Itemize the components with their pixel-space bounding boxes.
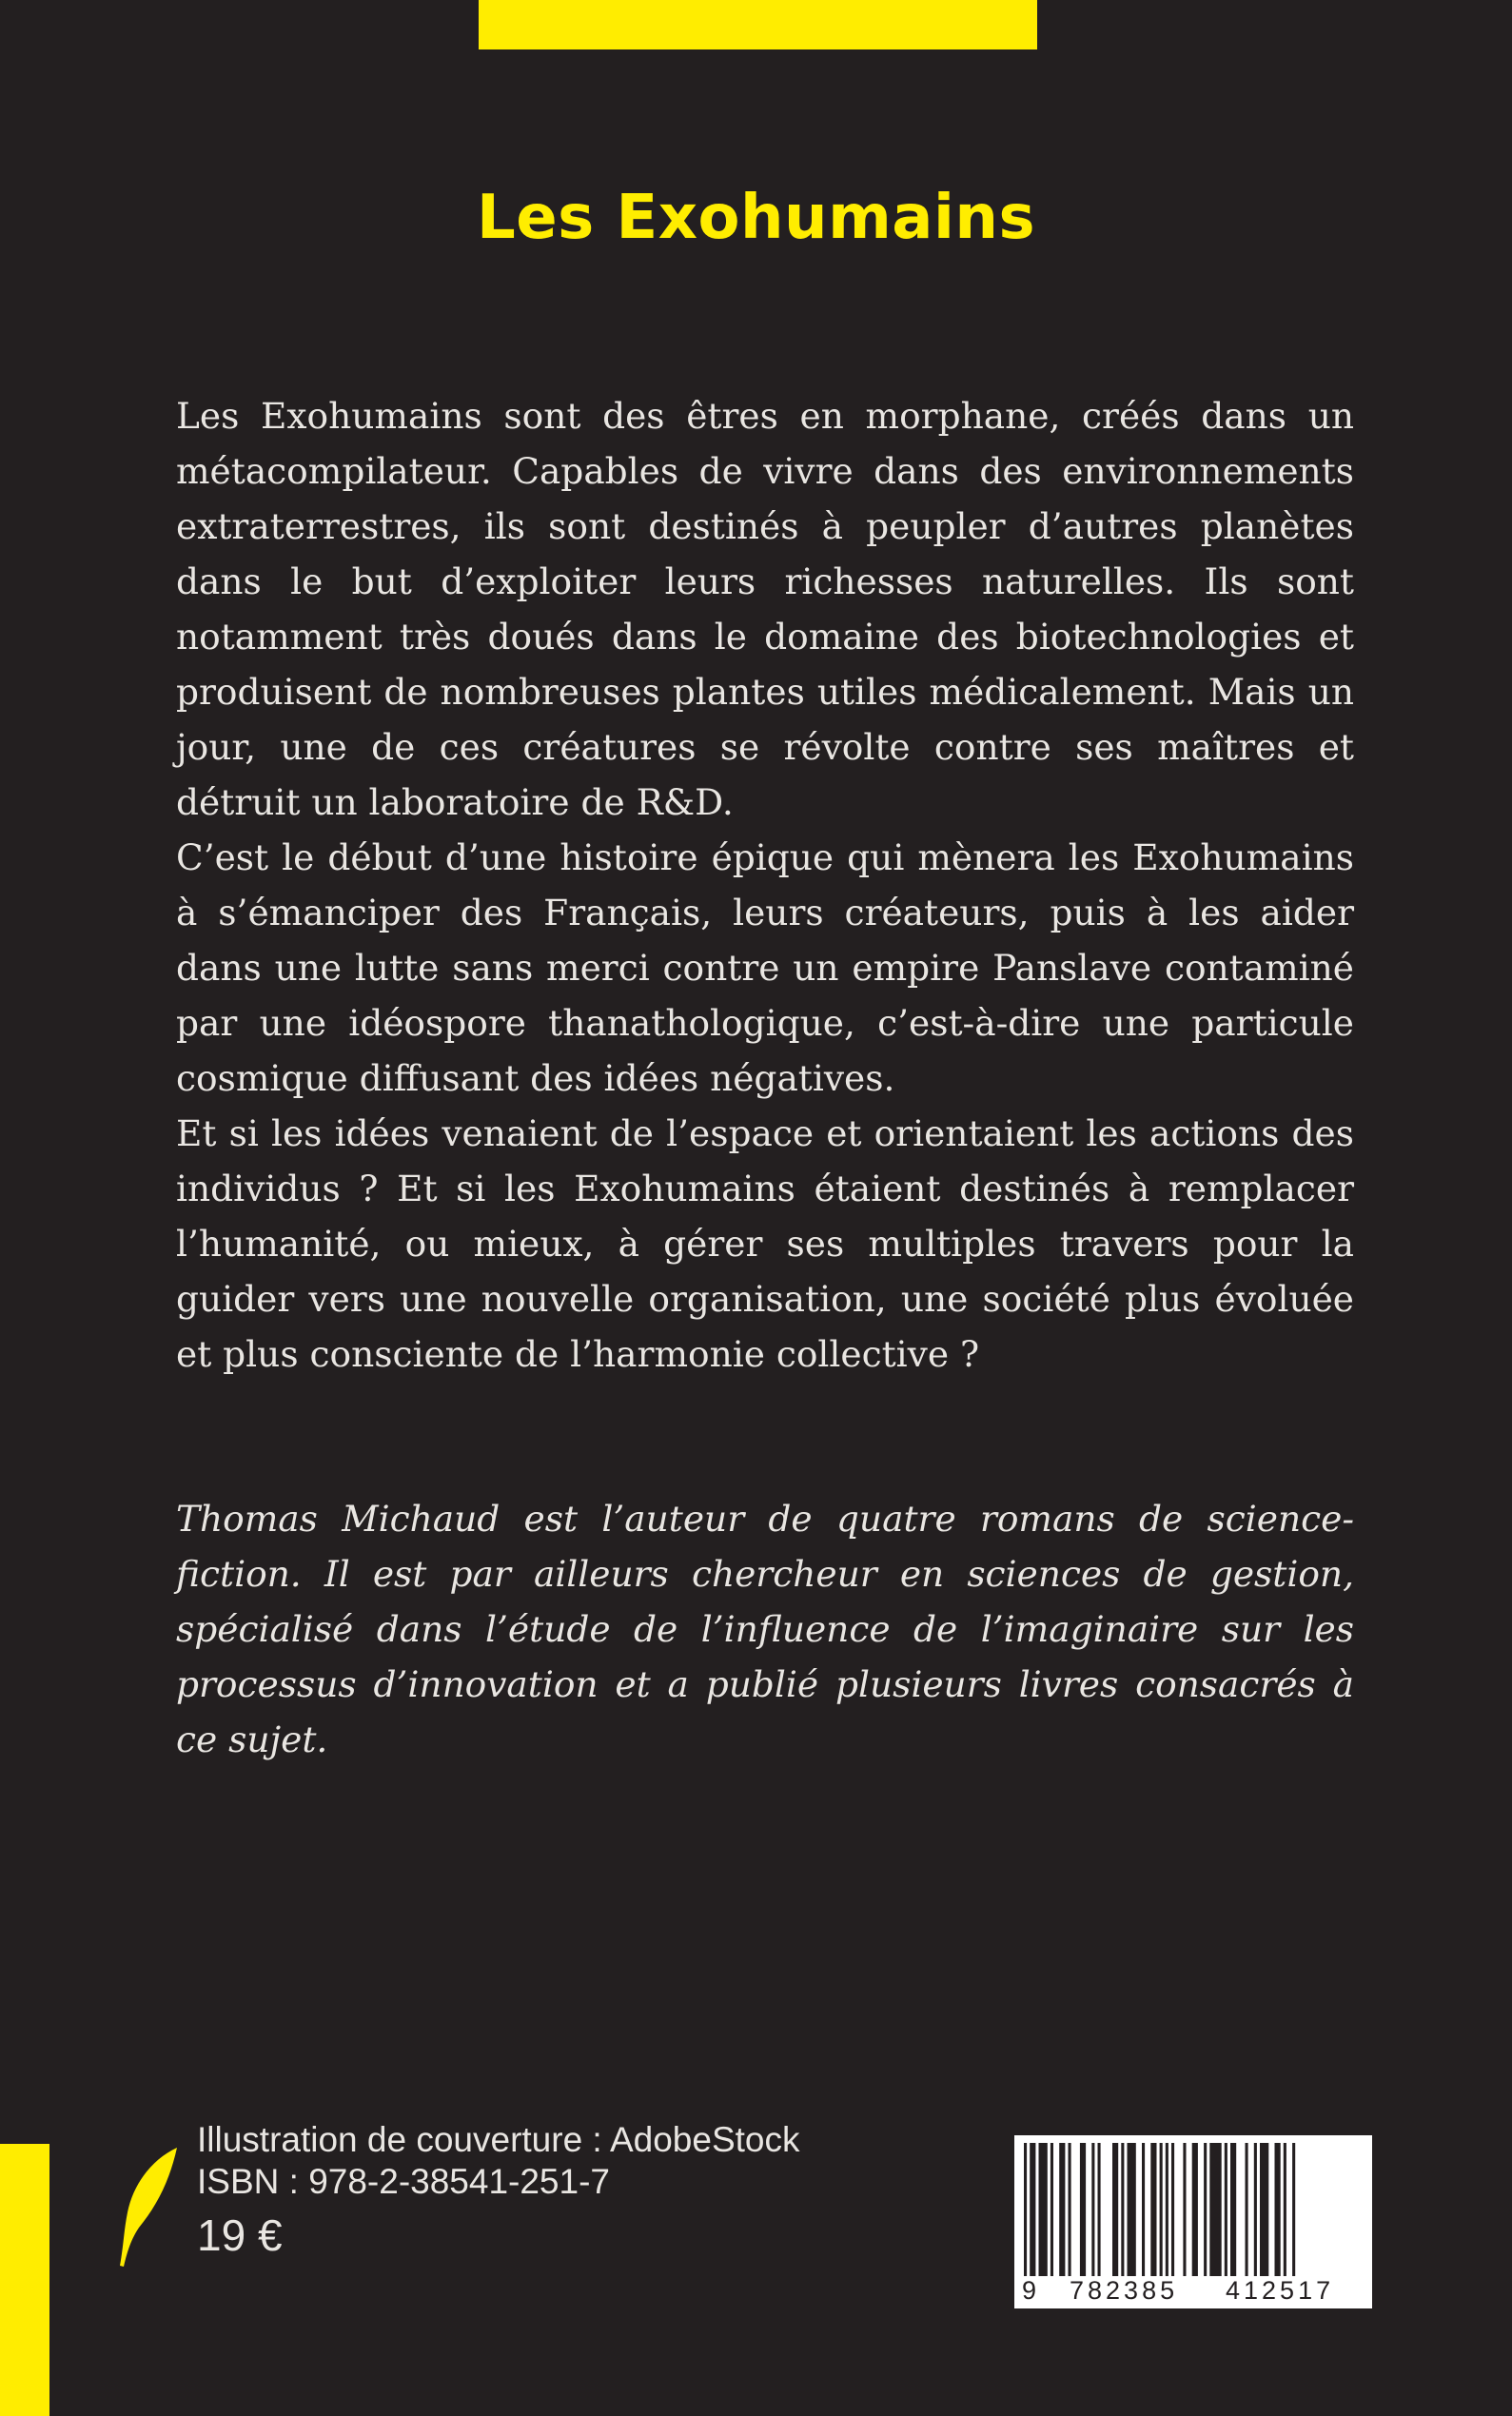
barcode-bar <box>1091 2143 1094 2276</box>
side-accent-band <box>0 2144 49 2416</box>
barcode-bar <box>1254 2143 1257 2276</box>
barcode-digits <box>1014 2276 1372 2305</box>
barcode-bar <box>1260 2143 1268 2276</box>
barcode-bar <box>1284 2143 1286 2276</box>
author-bio-text: Thomas Michaud est l’auteur de quatre romans de science-fiction. Il est par ailleurs chercheur en sciences de gestion, spécialisé dans l’étude de l’influence de l’imaginaire sur les processus d’innovation et a publié plusieurs livres consacrés à ce sujet. <box>176 1498 1354 1760</box>
barcode-bar <box>1059 2143 1065 2276</box>
blurb-paragraph-2: C’est le début d’une histoire épique qui mènera les Exohumains à s’émanciper des Français, leurs créateurs, puis à les aider dans une lutte sans merci contre un empire Panslave contaminé par une idéospore thanathologique, c’est-à-dire une particule cosmique diffusant des idées négatives. <box>176 836 1354 1099</box>
isbn-barcode <box>1014 2135 1372 2308</box>
credits-block <box>197 2119 799 2262</box>
barcode-bar <box>1230 2143 1236 2276</box>
illustration-credit: Illustration de couverture : AdobeStock <box>197 2120 800 2159</box>
barcode-bar <box>1142 2143 1145 2276</box>
feather-icon <box>114 2146 181 2269</box>
barcode-bar <box>1183 2143 1186 2276</box>
barcode-bar <box>1121 2143 1124 2276</box>
barcode-bar <box>1225 2143 1227 2276</box>
barcode-bar <box>1209 2143 1221 2276</box>
price-text: 19 € <box>197 2210 283 2260</box>
barcode-bar <box>1150 2143 1156 2276</box>
barcode-bar <box>1080 2143 1086 2276</box>
top-accent-band <box>479 0 1037 49</box>
barcode-bar <box>1030 2143 1035 2276</box>
barcode-bar <box>1098 2143 1101 2276</box>
barcode-bar <box>1128 2143 1136 2276</box>
barcode-bar <box>1192 2143 1198 2276</box>
barcode-bars <box>1014 2135 1372 2278</box>
book-blurb <box>176 388 1354 1382</box>
barcode-bar <box>1275 2143 1281 2276</box>
barcode-bar <box>1112 2143 1118 2276</box>
barcode-bar <box>1024 2143 1027 2276</box>
author-bio <box>176 1491 1354 1767</box>
barcode-bar <box>1171 2143 1174 2276</box>
barcode-bar <box>1039 2143 1048 2276</box>
isbn-text: ISBN : 978-2-38541-251-7 <box>197 2162 610 2201</box>
barcode-bar <box>1292 2143 1295 2276</box>
blurb-paragraph-3: Et si les idées venaient de l’espace et orientaient les actions des individus ? Et si les Exohumains étaient destinés à remplacer l’humanité, ou mieux, à gérer ses multiples travers pour la guider vers une nouvelle organisation, une société plus évoluée et plus consciente de l’harmonie collective ? <box>176 1112 1354 1375</box>
blurb-paragraph-1: Les Exohumains sont des êtres en morphane, créés dans un métacompilateur. Capables de vivre dans des environnements extraterrestres, ils sont destinés à peupler d’autres planètes dans le but d’exploiter leurs richesses naturelles. Ils sont notamment très doués dans le domaine des biotechnologies et produisent de nombreuses plantes utiles médicalement. Mais un jour, une de ces créatures se révolte contre ses maîtres et détruit un laboratoire de R&D. <box>176 395 1354 823</box>
barcode-bar <box>1160 2143 1163 2276</box>
barcode-right-group: 412517 <box>1226 2276 1335 2305</box>
barcode-left-group: 782385 <box>1070 2276 1179 2305</box>
barcode-bar <box>1069 2143 1071 2276</box>
barcode-bar <box>1051 2143 1053 2276</box>
barcode-bar <box>1166 2143 1168 2276</box>
barcode-bar <box>1246 2143 1248 2276</box>
barcode-first-digit: 9 <box>1022 2276 1037 2305</box>
barcode-bar <box>1204 2143 1207 2276</box>
book-title: Les Exohumains <box>476 183 1036 253</box>
